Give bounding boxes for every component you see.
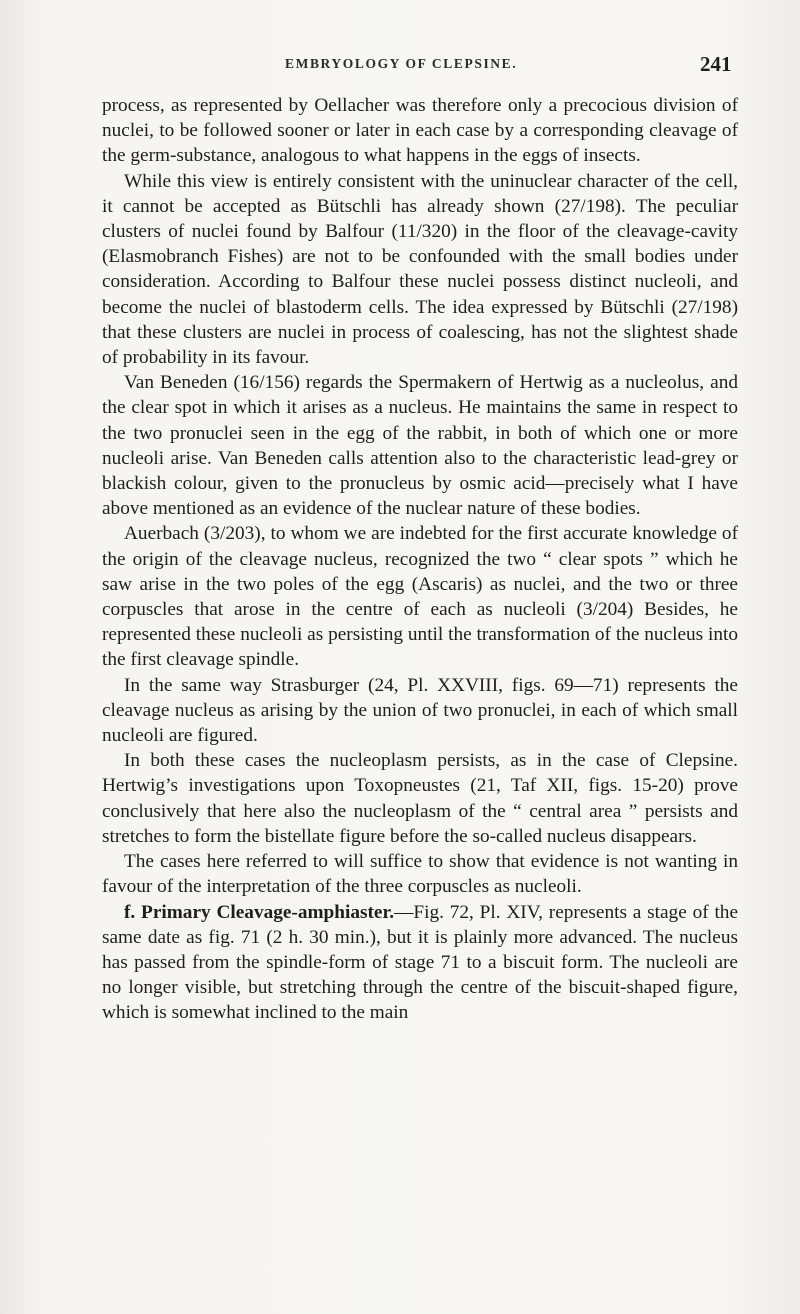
paragraph: In the same way Strasburger (24, Pl. XXVIII, figs. 69—71) represents the cleavage nucleus as arising by the union of two pronuclei, in each of which small nucleoli are figured. bbox=[102, 674, 738, 747]
paragraph: Van Beneden (16/156) regards the Spermakern of Hertwig as a nucleolus, and the clear spot in which it arises as a nucleus. He maintains the same in respect to the two pronuclei seen in the egg of the rabbit, in both of which one or more nucleoli arise. Van Beneden calls attention also to the characteristic lead-grey or blackish colour, given to the pronucleus by osmic acid—precisely what I have above mentioned as an evidence of the nuclear nature of these bodies. bbox=[102, 372, 738, 520]
paragraph-text: —Fig. 72, Pl. XIV, represents a stage of the same date as fig. 71 (2 h. 30 min.), but it is plainly more advanced. The nucleus has passed from the spindle-form of stage 71 to a biscuit form. The nucleoli are no longer visible, but stretching through the centre of the biscuit-shaped figure, which is somewhat inclined to the main bbox=[102, 901, 738, 1024]
paragraph: While this view is entirely consistent with the uninuclear character of the cell, it cannot be accepted as Bütschli has already shown (27/198). The peculiar clusters of nuclei found by Balfour (11/320) in the floor of the cleavage-cavity (Elasmobranch Fishes) are not to be confounded with the small bodies under consideration. According to Balfour these nuclei possess distinct nucleoli, and become the nuclei of blastoderm cells. The idea expressed by Bütschli (27/198) that these clusters are nuclei in process of coalescing, has not the slightest shade of probability in its favour. bbox=[102, 170, 738, 369]
paragraph: In both these cases the nucleoplasm persists, as in the case of Clepsine. Hertwig’s investigations upon Toxopneustes (21, Taf XII, figs. 15-20) prove conclusively that here also the nucleoplasm of the “ central area ” persists and stretches to form the bistellate figure before the so-called nucleus disappears. bbox=[102, 750, 738, 847]
paragraph: The cases here referred to will suffice to show that evidence is not wanting in favour of the interpretation of the three corpuscles as nucleoli. bbox=[102, 851, 738, 898]
paragraph: Auerbach (3/203), to whom we are indebted for the first accurate knowledge of the origin of the cleavage nucleus, recognized the two “ clear spots ” which he saw arise in the two poles of the egg (Ascaris) as nuclei, and the two or three corpuscles that arose in the centre of each as nucleoli (3/204) Besides, he represented these nucleoli as persisting until the transformation of the nucleus into the first cleavage spindle. bbox=[102, 523, 738, 671]
paragraph bbox=[102, 900, 738, 1026]
page-header bbox=[0, 50, 800, 80]
body-text bbox=[102, 93, 738, 1026]
section-heading: f. Primary Cleavage-amphiaster. bbox=[124, 901, 395, 923]
running-title: EMBRYOLOGY OF CLEPSINE. bbox=[285, 56, 518, 71]
page-number: 241 bbox=[700, 52, 732, 76]
paragraph: process, as represented by Oellacher was therefore only a precocious division of nuclei, to be followed sooner or later in each case by a corresponding cleavage of the germ-substance, analogous to what happens in the eggs of insects. bbox=[102, 95, 738, 167]
